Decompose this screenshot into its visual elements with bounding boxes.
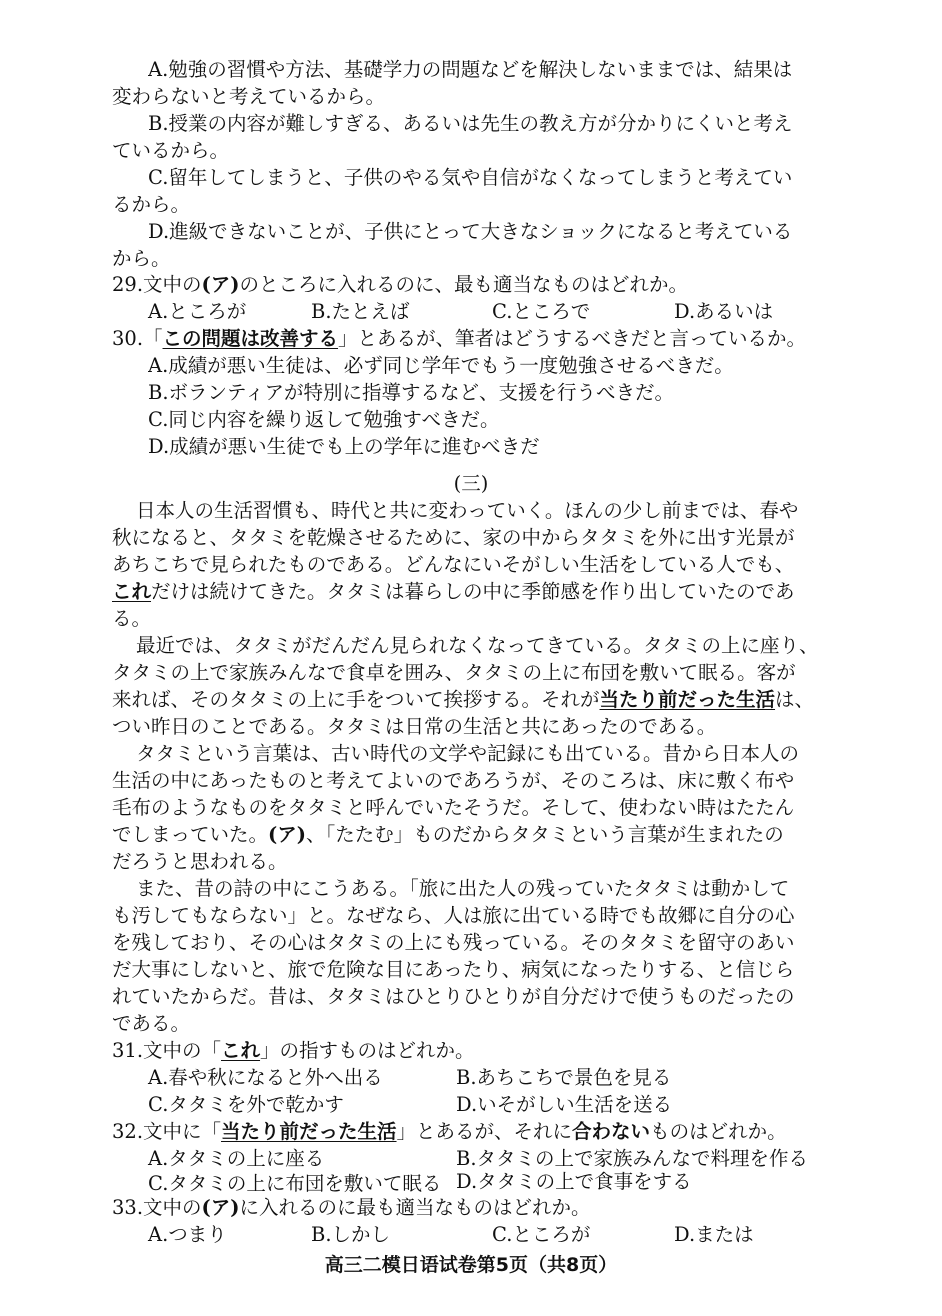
passage-p2-line2: タタミの上で家族みんなで食卓を囲み、タタミの上に布団を敷いて眠る。客が bbox=[112, 661, 796, 684]
q32-prefix: 32.文中に「 bbox=[112, 1120, 222, 1143]
passage-p4-line4: だ大事にしないと、旅で危険な目にあったり、病気になったりする、と信じら bbox=[112, 958, 795, 981]
q32-middle: 」とあるが、それに bbox=[396, 1120, 573, 1143]
passage-p1-line2: 秋になると、タタミを乾燥させるために、家の中からタタミを外に出す光景が bbox=[112, 526, 795, 549]
passage-blank-mark: (ア) bbox=[268, 823, 306, 846]
q29-suffix: のところに入れるのに、最も適当なものはどれか。 bbox=[239, 273, 688, 296]
q31-question bbox=[112, 1037, 832, 1064]
q29-option-a: A.ところが bbox=[148, 300, 247, 323]
q30-option-b: B.ボランティアが特別に指導するなど、支援を行うべきだ。 bbox=[148, 381, 674, 404]
q29-option-d: D.あるいは bbox=[674, 300, 774, 323]
q33-blank-mark: (ア) bbox=[201, 1196, 240, 1219]
passage-p4-line5: れていたからだ。昔は、タタミはひとりひとりが自分だけで使うものだったの bbox=[112, 985, 795, 1008]
passage-p1-line4 bbox=[112, 578, 832, 605]
q31-suffix: 」の指すものはどれか。 bbox=[260, 1039, 475, 1062]
passage-p1-line4-rest: だけは続けてきた。タタミは暮らしの中に季節感を作り出していたのであ bbox=[151, 580, 795, 603]
q28-option-d-line1: D.進級できないことが、子供にとって大きなショックになると考えている bbox=[148, 220, 793, 243]
q33-option-a: A.つまり bbox=[148, 1223, 227, 1246]
passage-p3-line5: だろうと思われる。 bbox=[112, 850, 288, 873]
q30-question bbox=[112, 325, 832, 352]
q28-option-b-line2: ているから。 bbox=[112, 139, 230, 162]
passage-p2-line1: 最近では、タタミがだんだん見られなくなってきている。タタミの上に座り、 bbox=[136, 634, 819, 657]
q31-option-d: D.いそがしい生活を送る bbox=[456, 1093, 673, 1116]
passage-p3-line1: タタミという言葉は、古い時代の文学や記録にも出ている。昔から日本人の bbox=[136, 742, 800, 765]
passage-p1-line1: 日本人の生活習慣も、時代と共に変わっていく。ほんの少し前までは、春や bbox=[136, 499, 799, 522]
q30-option-a: A.成績が悪い生徒は、必ず同じ学年でもう一度勉強させるべきだ。 bbox=[148, 354, 734, 377]
passage-p1-line3: あちこちで見られたものである。どんなにいそがしい生活をしている人でも、 bbox=[112, 553, 795, 576]
q32-question bbox=[112, 1118, 832, 1145]
q28-option-b-line1: B.授業の内容が難しすぎる、あるいは先生の教え方が分かりにくいと考え bbox=[148, 112, 793, 135]
q29-prefix: 29.文中の bbox=[112, 273, 202, 296]
q31-prefix: 31.文中の「 bbox=[112, 1039, 222, 1062]
q32-quoted-phrase: 当たり前だった生活 bbox=[221, 1120, 397, 1143]
q31-quoted-word: これ bbox=[221, 1039, 261, 1062]
q29-option-c: C.ところで bbox=[492, 300, 591, 323]
q32-option-b: B.タタミの上で家族みんなで料理を作る bbox=[456, 1147, 809, 1170]
q33-question bbox=[112, 1194, 832, 1221]
q33-option-c: C.ところが bbox=[492, 1223, 591, 1246]
q33-suffix: に入れるのに最も適当なものはどれか。 bbox=[239, 1196, 591, 1219]
q28-option-a-line1: A.勉強の習慣や方法、基礎学力の問題などを解決しないままでは、結果は bbox=[148, 58, 793, 81]
q28-option-c-line1: C.留年してしまうと、子供のやる気や自信がなくなってしまうと考えてい bbox=[148, 166, 793, 189]
q30-prefix: 30.「 bbox=[112, 327, 163, 350]
q32-suffix: ものはどれか。 bbox=[650, 1120, 787, 1143]
page-footer: 高三二模日语试卷第5页（共8页） bbox=[324, 1254, 618, 1276]
q28-option-a-line2: 変わらないと考えているから。 bbox=[112, 85, 386, 108]
q30-quoted-phrase: この問題は改善する bbox=[162, 327, 339, 350]
q29-option-b: B.たとえば bbox=[311, 300, 410, 323]
passage-p4-line1: また、昔の詩の中にこうある。「旅に出た人の残っていたタタミは動かして bbox=[136, 877, 790, 900]
passage-p4-line6: である。 bbox=[112, 1012, 191, 1035]
q33-option-b: B.しかし bbox=[311, 1223, 391, 1246]
q32-option-d: D.タタミの上で食事をする bbox=[456, 1170, 692, 1193]
q29-blank-mark: (ア) bbox=[201, 273, 240, 296]
q32-option-a: A.タタミの上に座る bbox=[148, 1147, 325, 1170]
q33-option-d: D.または bbox=[674, 1223, 754, 1246]
passage-p3-line4 bbox=[112, 821, 832, 848]
q28-option-d-line2: から。 bbox=[112, 247, 171, 270]
passage-underlined-atarimae: 当たり前だった生活 bbox=[599, 688, 776, 711]
q30-option-d: D.成績が悪い生徒でも上の学年に進むべきだ bbox=[148, 435, 540, 458]
passage-p1-line5: る。 bbox=[112, 607, 152, 630]
q29-question bbox=[112, 271, 832, 298]
q30-option-c: C.同じ内容を繰り返して勉強すべきだ。 bbox=[148, 408, 500, 431]
passage-p3-line3: 毛布のようなものをタタミと呼んでいたそうだ。そして、使わない時はたたん bbox=[112, 796, 795, 819]
passage-p2-line3-pre: 来れば、そのタタミの上に手をついて挨拶する。それが bbox=[112, 688, 600, 711]
passage-p2-line4: つい昨日のことである。タタミは日常の生活と共にあったのである。 bbox=[112, 715, 717, 738]
q31-option-a: A.春や秋になると外へ出る bbox=[148, 1066, 383, 1089]
q31-option-b: B.あちこちで景色を見る bbox=[456, 1066, 672, 1089]
passage-p4-line2: も汚してもならない」と。なぜなら、人は旅に出ている時でも故郷に自分の心 bbox=[112, 904, 795, 927]
passage-p2-line3 bbox=[112, 686, 832, 713]
q31-option-c: C.タタミを外で乾かす bbox=[148, 1093, 344, 1116]
passage-p4-line3: を残しており、その心はタタミの上にも残っている。そのタタミを留守のあい bbox=[112, 931, 795, 954]
q32-option-c: C.タタミの上に布団を敷いて眠る bbox=[148, 1172, 442, 1195]
q28-option-c-line2: るから。 bbox=[112, 193, 191, 216]
passage-p3-line4-post: 、「たたむ」ものだからタタミという言葉が生まれたの bbox=[305, 823, 784, 846]
q30-suffix: 」とあるが、筆者はどうするべきだと言っているか。 bbox=[338, 327, 807, 350]
passage-p2-line3-post: は、 bbox=[775, 688, 815, 711]
section-title: (三) bbox=[453, 472, 489, 495]
q33-prefix: 33.文中の bbox=[112, 1196, 202, 1219]
passage-p3-line4-pre: でしまっていた。 bbox=[112, 823, 269, 846]
passage-underlined-kore: これ bbox=[112, 580, 152, 603]
passage-p3-line2: 生活の中にあったものと考えてよいのであろうが、そのころは、床に敷く布や bbox=[112, 769, 795, 792]
q32-emphasis: 合わない bbox=[572, 1120, 651, 1143]
